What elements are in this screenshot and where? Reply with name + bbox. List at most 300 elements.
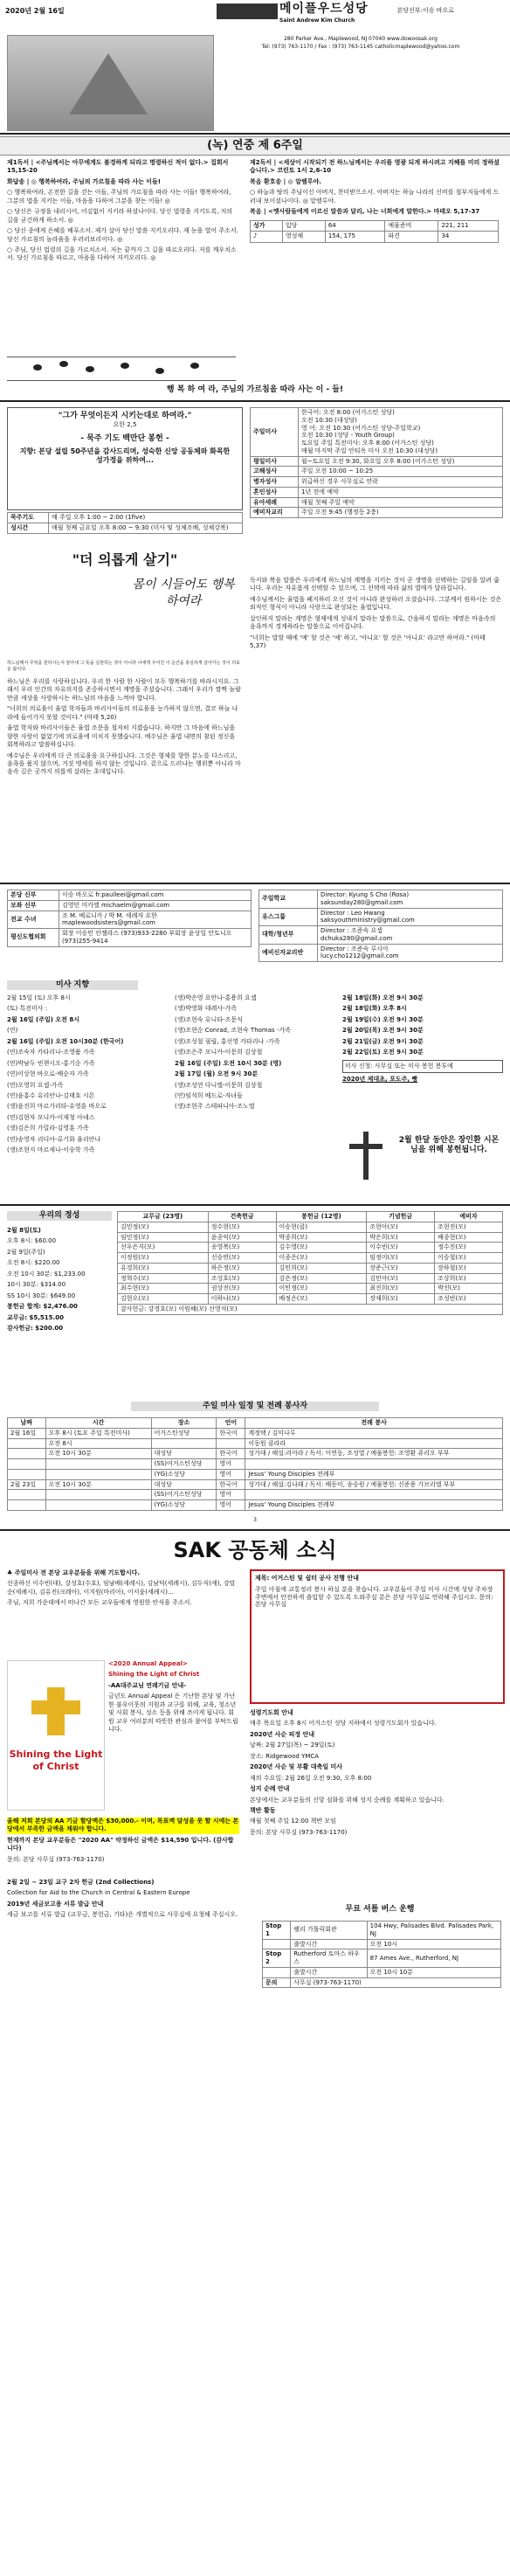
- article-paragraph: 하느님은 우리를 사랑하십니다. 우리 한 사람 한 사람이 모두 행복하기를 바라시지요. 그래서 우리 인간의 자유의지를 존중하시면서 계명을 주셨습니다. 그래서 우리가 깜짝 놀랄 만큼 세상을 사랑하시는 하느님의 마음을 느껴야 합니다.: [7, 678, 241, 702]
- news-right: [250, 1709, 501, 1839]
- donor-header: 예비자: [435, 1212, 503, 1222]
- intention: (연)이상현 바오로-배순자 가족: [7, 1070, 89, 1078]
- appeal-sub2: -AA대주교님 연례기금 안내-: [108, 1681, 187, 1689]
- donor-cell: 박진(모): [435, 1284, 503, 1294]
- mass-value: 주일 오전 10:00 ~ 10:25: [299, 467, 503, 477]
- donor-cell: 배종현(모): [435, 1232, 503, 1243]
- hymn-cell: 34: [438, 232, 499, 242]
- staff-name: 김영민 미카엘: [62, 901, 100, 909]
- psalm-line: ○ 당신은 규정을 내리시어, 어김없이 지키라 하셨나이다. 당신 법령을 지키도록, 저의 길을 굳건하게 하소서. ◎: [7, 208, 233, 224]
- verse: "그가 무엇이든지 시키는대로 하여라.": [58, 412, 192, 420]
- reflection-paragraph: 살인하지 말라는 계명은 형제에게 성내지 말라는 말씀으로, 간음하지 말라는 계명은 마음속의 음욕까지 경계하라는 말씀으로 이어집니다.: [250, 614, 496, 631]
- schedule-cell: (YG)소성당: [151, 1469, 217, 1479]
- bus-stop: 문의: [263, 1977, 291, 1988]
- rosary-value: 매 주일 오후 1:00 ~ 2:00 (1five): [49, 513, 243, 523]
- gospel-title: 복음 | <옛사람들에게 이르신 말씀과 달리, 나는 너희에게 말한다.> 마태오 5,17-37: [250, 208, 480, 216]
- alert-title: 제목: 어거스틴 및 쉼터 공사 진행 안내: [255, 1575, 359, 1582]
- schedule-cell: [245, 1490, 503, 1500]
- finance-line: 10시 30분: $314.00: [7, 1281, 66, 1289]
- donor-cell: 조현아(모): [367, 1222, 435, 1232]
- mass-label: 유아세례: [251, 497, 299, 508]
- bus-stop: Stop 2: [263, 1949, 291, 1968]
- hymn-cell: 예물준비: [385, 220, 438, 231]
- donor-cell: 이종은(모): [276, 1253, 367, 1264]
- sunday-title: (녹) 연중 제 6주일: [0, 136, 510, 156]
- intention: (생)조현숙 유니타-조문식: [175, 1015, 243, 1023]
- psalm-line: ○ 주님, 당신 법령의 길을 가르치소서. 저는 끝까지 그 길을 따르오리다. 저를 깨우치소서. 당신 가르침을 따르고, 마음을 다하여 지키오리다. ◎: [7, 246, 237, 262]
- schedule-cell: [8, 1438, 46, 1449]
- donor-cell: 김민희(모): [276, 1263, 367, 1273]
- hymn-cell: 입당: [282, 220, 325, 231]
- bus-place: 출발시간: [291, 1967, 367, 1977]
- schedule-title: 주일 미사 일정 및 전례 봉사자: [131, 1402, 379, 1411]
- article-paragraph: "너희의 의로움이 율법 학자들과 바리사이들의 의로움을 능가하지 않으면, 결코 하늘 나라에 들어가지 못할 것이다." (마태 5,20): [7, 705, 238, 721]
- bus-address: 104 Hwy, Palisades Blvd. Palisades Park, NJ: [367, 1922, 500, 1940]
- mass-label: 평일미사: [251, 456, 299, 467]
- donor-cell: 박종희(모): [276, 1232, 367, 1243]
- schedule-cell: 2월 23일: [8, 1479, 46, 1490]
- schedule-cell: (SS)어거스틴성당: [151, 1490, 217, 1500]
- article-paragraph: 율법 학자와 바리사이들은 율법 조문을 철저히 지켰습니다. 하지만 그 마음에 하느님을 향한 사랑이 없었기에 의로움에 미치지 못했습니다. 예수님은 율법 내면의 참된 정신을 회복하라고 말씀하십니다.: [7, 724, 236, 749]
- finance-line: 교무금: $5,515.00: [7, 1313, 64, 1321]
- schedule-header: 날짜: [8, 1418, 46, 1429]
- news-intro: ♣ 주일미사 전 본당 교우분들을 위해 기도합시다.: [7, 1569, 141, 1576]
- article-body: [7, 678, 243, 779]
- appeal-title: <2020 Annual Appeal>: [108, 1660, 188, 1667]
- donor-cell: 김은정(모): [276, 1273, 367, 1284]
- donor-cell: 정혁수(모): [118, 1273, 209, 1284]
- intention: 2월 18일(화) 오후 8시: [342, 1005, 407, 1013]
- alert-text: 주일 아침에 교통정리 봉사 하실 분을 찾습니다. 교우분들이 주일 미사 시간에 성당 주차장 주변에서 안전하게 출입할 수 있도록 도와주실 분은 본당 사무실로 연락해 주십시오. 문의: 본당 사무실: [255, 1585, 493, 1609]
- bread-box: [342, 1127, 503, 1188]
- appeal-block: [108, 1660, 239, 1737]
- staff-info: [59, 890, 252, 901]
- staff-email[interactable]: maplewoodsisters@gmail.com: [62, 919, 155, 927]
- schedule-cell: [8, 1500, 46, 1511]
- donor-cell: 배정은(모): [276, 1294, 367, 1305]
- schedule-cell: 영어: [217, 1490, 245, 1500]
- shine-light-graphic: [7, 1660, 105, 1811]
- psalm-line: ○ 행복하여라, 온전한 길을 걷는 이들, 주님의 가르침을 따라 사는 이들! 행복하여라, 그분의 법을 지키는 이들, 마음을 다하여 그분을 찾는 이들! ◎: [7, 189, 231, 204]
- intention: (생)김은희 가밀라-김영훈 가족: [7, 1125, 89, 1132]
- bus-stop: [263, 1967, 291, 1977]
- alert-box: [250, 1569, 505, 1704]
- schedule-header: 장소: [151, 1418, 217, 1429]
- holy-hour-label: 성시간: [8, 523, 49, 533]
- intention: 2월 16일 (주일) 오전 10시 30분 (영): [175, 1059, 282, 1067]
- schedule-cell: 한국어: [217, 1449, 245, 1459]
- mass-label: 예비자교리: [251, 508, 299, 518]
- news-left: [7, 1569, 236, 1610]
- mass-value: 위급하신 경우 사무실로 연락: [299, 477, 503, 488]
- news-title: SAK 공동체 소식: [173, 1538, 337, 1562]
- intention: (생)윤진희 마르가리타-유영훈 바오로: [7, 1103, 107, 1111]
- bus-contact: 사무실 (973-763-1170): [291, 1977, 501, 1988]
- donor-cell: 하은정(모): [208, 1263, 276, 1273]
- alleluia-title: 복음 환호송 | ◎ 알렐루야.: [250, 177, 321, 185]
- schedule-cell: (SS)어거스틴성당: [151, 1459, 217, 1470]
- schedule-cell: [45, 1469, 151, 1479]
- staff-role: 보좌 신부: [8, 900, 59, 911]
- schedule-cell: [8, 1449, 46, 1459]
- reflection-paragraph: "너희는 말할 때에 '예' 할 것은 '예' 하고, '아니요' 할 것은 '아니요' 라고만 하여라." (마태 5,37): [250, 634, 486, 650]
- calligraphy: 몸이 시들어도 행복하여라: [132, 578, 235, 608]
- intention: (생)조성철 필립, 홍선영 카타리나 -가족: [175, 1037, 280, 1045]
- schedule-cell: 성가대 / 해설:리아라 / 독서: 이연동, 조성열 / 예물봉헌: 조영환 쥬리오 부부: [245, 1449, 503, 1459]
- finance-lines: [7, 1227, 112, 1335]
- hymn-cell: 파견: [385, 232, 438, 242]
- donor-cell: 이민정(모): [276, 1284, 367, 1294]
- donor-cell: 장준근(모): [367, 1263, 435, 1273]
- church-photo: [7, 35, 214, 131]
- donor-cell: 조성호(모): [208, 1273, 276, 1284]
- mass-label: 주일미사: [251, 408, 299, 457]
- news-item: 장소: Ridgewood YMCA: [250, 1752, 320, 1760]
- donor-cell: 이승현(클): [276, 1222, 367, 1232]
- donor-cell: 김민아(모): [367, 1273, 435, 1284]
- mass-value: 한국어: 오전 8:00 (어가스틴 성당) 오전 10:30 (대성당) 영 어: 오전 10:30 (어가스틴 성당-주일학교) 오전 10:30 (성당 - Youth Group) 토요일 주일 특전미사: 오후 8:00 (어가스틴 성당) 매월 마지막 주일 안티옥 미사 오전 10:30 (대성당): [299, 408, 503, 457]
- readings-right: [250, 159, 503, 243]
- schedule-cell: [45, 1490, 151, 1500]
- donor-cell: 조현진(모): [435, 1222, 503, 1232]
- mass-value: 1년 전에 예약: [299, 487, 503, 497]
- staff-name: Director : Leo Hwang: [320, 909, 385, 917]
- donor-cell: 최수현(모): [118, 1284, 209, 1294]
- contact: Tel: (973) 763-1170 / Fax : (973) 763-1145 catholicmaplewood@yahoo.com: [261, 44, 460, 50]
- intention: 2월 15일 (토) 오후 8시: [7, 994, 71, 1001]
- donor-cell: 장하철(모): [435, 1263, 503, 1273]
- holy-hour-value: 매월 첫째 금요일 오후 8:00 ~ 9:30 (미사 및 성체조배, 성체강복): [49, 523, 243, 533]
- header: [0, 0, 510, 31]
- intention: (연)오영희 요셉-가족: [7, 1081, 64, 1089]
- donor-cell: 정수진(모): [435, 1243, 503, 1253]
- reading2-title: 제2독서 | <세상이 시작되기 전 하느님께서는 우리를 영광 되게 하시려고 지혜를 미리 정하셨습니다.> 코린토 1서 2,6-10: [250, 159, 500, 175]
- staff-name: Director : 조준숙 요셉: [320, 927, 382, 934]
- intention: 2월 21일(금) 오전 9시 30분: [342, 1037, 424, 1045]
- donor-cell: 조상희(모): [435, 1273, 503, 1284]
- donor-cell: 장재희(모): [367, 1294, 435, 1305]
- second-sub-text: 세금 보고를 서류 발급 (교무금, 봉헌금, 기타)은 개별적으로 사무실에 요청해 주십시오.: [7, 1911, 238, 1919]
- finance-line: SS 10시 30분: $649.00: [7, 1291, 76, 1299]
- intention: 2월 17일 (월) 오전 9시 30분: [175, 1070, 258, 1078]
- appeal-goal: 올해 저희 본당의 AA 기금 할당액은 $30,000.- 이며, 목표액 달성을 못 할 시에는 본당에서 부족한 금액을 채워야 합니다.: [7, 1818, 239, 1833]
- appeal-contact: 문의: 본당 사무실 (973-763-1170): [7, 1855, 105, 1863]
- schedule-cell: 오전 10시 30분: [45, 1449, 151, 1459]
- news-item: 매월 첫째 주일 12:00 책반 모임: [250, 1818, 336, 1825]
- prayer-title: - 묵주 기도 백만단 봉헌 -: [80, 434, 169, 443]
- hymn-label: 성가: [251, 220, 283, 231]
- pastor-name: 본당신부:이승 바오로: [396, 7, 454, 14]
- second-sub: 2019년 세금보고용 서류 발급 안내: [7, 1900, 104, 1908]
- schedule-header: 언어: [217, 1418, 245, 1429]
- schedule-header: 전례 봉사: [245, 1418, 503, 1429]
- donor-header: 기념헌금: [367, 1212, 435, 1222]
- finance-line: 오전 10시 30분: $1,233.00: [7, 1270, 86, 1278]
- prayer-text: 지향: 본당 설립 50주년을 감사드리며, 성숙한 신앙 공동체와 화목한 성가정을 위하여...: [19, 447, 231, 465]
- schedule-cell: 영어: [217, 1459, 245, 1470]
- intention: (연)김현자 모니카-이재청 아녜스: [7, 1113, 95, 1121]
- staff-email[interactable]: fr.paulleei@gmail.com: [95, 891, 164, 898]
- hymn-cell: 154, 175: [325, 232, 385, 242]
- intention: (연)조숙자 카타리나-조영품 가족: [7, 1049, 95, 1056]
- prayer-box: [7, 407, 243, 510]
- psalm-line: ○ 당신 종에게 은혜를 베푸소서. 제가 살아 당신 말씀 지키오리다. 제 눈을 열어 주소서. 당신 가르침의 놀라움을 우러러보리이다. ◎: [7, 227, 238, 243]
- second-collection: [7, 1879, 239, 1922]
- schedule-cell: 2월 16일: [8, 1428, 46, 1438]
- news-item: 본당에서는 교우분들의 신앙 심화를 위해 성지 순례를 계획하고 있습니다.: [250, 1796, 445, 1804]
- appeal-footer: [7, 1818, 239, 1866]
- donor-cell: 이하나(모): [208, 1294, 276, 1305]
- intentions-title: 미사 지향: [7, 980, 138, 990]
- donor-cell: 이수빈(모): [367, 1243, 435, 1253]
- music-lyric: 행 복 하 여 라, 주님의 가르침을 따라 사는 이 - 들!: [166, 385, 344, 394]
- church-name: 메이플우드성당: [279, 2, 369, 16]
- music-staff: [7, 357, 236, 381]
- news-item-title: 2020년 사순 피정 안내: [250, 1730, 315, 1738]
- staff-name: Director: Kyung S Cho (Rosa): [320, 891, 410, 898]
- appeal-now: 현재까지 본당 교우분들은 "2020 AA" 약정하신 금액은 $14,590 입니다. (감사합니다): [7, 1836, 234, 1852]
- donor-cell: 김수영(모): [276, 1243, 367, 1253]
- staff-name: 조 M. 베로니카 / 박 M. 세례자 요한: [62, 911, 157, 919]
- mass-label: 병자성사: [251, 477, 299, 488]
- staff-info: [318, 908, 503, 926]
- reflection-paragraph: 예수님께서는 율법을 폐지하러 오신 것이 아니라 완성하러 오셨습니다. 그분께서 원하시는 것은 외적인 형식이 아니라 사랑으로 완성되는 율법입니다.: [250, 595, 502, 612]
- appeal-text: 금년도 Annual Appeal 은 기난한 본당 및 가난한 불우이웃의 지원과 교구를 위해, 교육, 청소년 및 사회 봉사, 성소 등을 위해 쓰이게 됩니다. 회원 교우 여러분의 따뜻한 관심과 참여를 부탁드립니다.: [108, 1693, 238, 1734]
- donor-cell: 송영복(모): [208, 1243, 276, 1253]
- schedule-cell: 오후 8시 (토요 주일 특전미사): [45, 1428, 151, 1438]
- staff-info: [318, 890, 503, 909]
- mass-value: 매월 첫째 주일 예약: [299, 497, 503, 508]
- article-paragraph: 예수님은 우리에게 더 큰 의로움을 요구하십니다. 그것은 형제를 향한 분노를 다스리고, 음욕을 품지 않으며, 거짓 맹세를 하지 않는 것입니다. 겉으로 드러나는 행위뿐 아니라 마음속 깊은 곳까지 의롭게 살라는 초대입니다.: [7, 751, 241, 776]
- staff-role: 본당 신부: [8, 890, 59, 901]
- schedule-cell: 영어: [217, 1500, 245, 1511]
- intention: (연)박남두 빈첸시오-홍기순 가족: [7, 1059, 95, 1067]
- intention: (연)임석희 베드로-자녀들: [175, 1091, 243, 1099]
- donor-cell: 선우은지(모): [118, 1243, 209, 1253]
- staff-role: 대학/청년부: [259, 926, 318, 945]
- donor-cell: 조성빈(모): [435, 1294, 503, 1305]
- donor-cell: 임민정(모): [118, 1232, 209, 1243]
- donor-cell: 김현오(모): [118, 1294, 209, 1305]
- news-item: 문의: 본당 사무실 (973-763-1170): [250, 1828, 348, 1836]
- church-logo-icon: [217, 3, 278, 19]
- donor-cell: 신승연(모): [208, 1253, 276, 1264]
- donor-table: [117, 1211, 503, 1315]
- hymn-cell: 221, 211: [438, 220, 499, 231]
- schedule-cell: [217, 1438, 245, 1449]
- address: 280 Parker Ave., Maplewood, NJ 07040 www.dowoosak.org: [284, 36, 438, 42]
- finance-date: 2월 8일(토): [7, 1227, 41, 1234]
- staff-name: Director : 조준숙 루시아: [320, 945, 389, 952]
- donor-cell: 김민정(모): [118, 1222, 209, 1232]
- finance-line: 오후 8시: $60.00: [7, 1237, 57, 1245]
- hymn-table: [250, 220, 499, 243]
- news-text: 선종하신 이수빈(대), 강성호(수호), 임남배(세례시), 김남덕(세례시), 김두식(세), 강말순(세례시), 김유진(크레아), 이지원(마리아), 이서윤(세례시)...: [7, 1580, 236, 1596]
- bread-text: 2월 한달 동안은 장인환 시몬님을 위해 봉헌됩니다.: [398, 1136, 500, 1155]
- mass-times-table: [250, 407, 503, 518]
- staff-name: 이승 바오로: [62, 891, 94, 898]
- page-number: 3: [253, 1517, 257, 1523]
- reading1-title: 제1독서 | <주님께서는 아무에게도 불경하게 되라고 명령하신 적이 없다.> 집회서 15,15-20: [7, 159, 229, 175]
- news-header: [7, 1536, 503, 1564]
- schedule-cell: 한국어: [217, 1428, 245, 1438]
- intentions-col3: [342, 994, 503, 1087]
- readings-left: [7, 159, 238, 266]
- bus-title: 무료 셔틀 버스 운행: [262, 1905, 498, 1915]
- bus-table: [262, 1921, 501, 1988]
- staff-left: [7, 890, 252, 947]
- intention: 2월 16일 (주일) 오전 10시30분 (한국어): [7, 1037, 124, 1045]
- news-item-title: 성령기도회 안내: [250, 1709, 293, 1716]
- staff-role: 유스그룹: [259, 908, 318, 926]
- staff-info: 회장 이승민 안젤라스 (973)933-2280 부회장 윤상일 안토니오 (973)255-9414: [59, 929, 252, 947]
- schedule-cell: 계정택 / 김미나루: [245, 1428, 503, 1438]
- verse-ref: 요한 2,5: [113, 421, 137, 429]
- intention: (생)조성연 다니엘-이문희 김상철: [175, 1081, 263, 1089]
- staff-role: 전교 수녀: [8, 911, 59, 929]
- schedule-cell: [45, 1459, 151, 1470]
- donor-header: 봉헌금 (12명): [276, 1212, 367, 1222]
- schedule-cell: 한국어: [217, 1479, 245, 1490]
- staff-info: [318, 926, 503, 945]
- schedule-cell: 성가대 / 해설:김나래 / 독서: 배동미, 송승원 / 예물봉헌: 신준용 가브리엘 부부: [245, 1479, 503, 1490]
- second-text: Collection for Aid to the Church in Central & Eastern Europe: [7, 1889, 190, 1897]
- intention: 2월 20일(목) 오전 9시 30분: [342, 1027, 424, 1035]
- bus-place: 출발시간: [291, 1939, 367, 1949]
- schedule-cell: [8, 1459, 46, 1470]
- staff-role: 주일학교: [259, 890, 318, 909]
- hymn-cell: 영성체: [282, 232, 325, 242]
- news-item-title: 책반 활동: [250, 1806, 276, 1814]
- staff-email[interactable]: michaelm@gmail.com: [101, 901, 170, 909]
- appeal-sub: Shining the Light of Christ: [108, 1671, 200, 1679]
- schedule-cell: [151, 1438, 217, 1449]
- donor-cell: 이정원(모): [118, 1253, 209, 1264]
- finance-line: 2월 9일(주일): [7, 1248, 45, 1256]
- schedule-cell: [245, 1459, 503, 1470]
- donor-header: 교무금 (23명): [118, 1212, 209, 1222]
- donor-header: 건축헌금: [208, 1212, 276, 1222]
- schedule-cell: Jesus' Young Disciples 전례부: [245, 1500, 503, 1511]
- header-date: 2020년 2월 16일: [5, 7, 65, 15]
- finance-line: 감사헌금: $200.00: [7, 1324, 64, 1332]
- donor-cell: 유경희(모): [118, 1263, 209, 1273]
- intention: (토) 특전미사 :: [7, 1005, 48, 1013]
- schedule-cell: 이동원 클라라: [245, 1438, 503, 1449]
- staff-email[interactable]: saksunday280@gmail.com: [320, 898, 403, 906]
- intentions-col1: [7, 994, 169, 1158]
- schedule-cell: (YG)소성당: [151, 1500, 217, 1511]
- reflection: [250, 577, 503, 654]
- reflection-paragraph: 독서와 복음 말씀은 우리에게 하느님의 계명을 지키는 것이 곧 생명을 선택하는 길임을 알려 줍니다. 우리는 자유롭게 선택할 수 있으며, 그 선택에 따라 삶의 열매가 달라집니다.: [250, 577, 500, 592]
- cross-icon: [342, 1132, 390, 1180]
- staff-email[interactable]: saksyouthministry@gmail.com: [320, 917, 415, 924]
- intention: (생)조현주 스테파니아-조노엘: [175, 1103, 255, 1111]
- bus-place: 팰리 가톨릭회관: [291, 1922, 367, 1940]
- intention: (연): [7, 1027, 18, 1035]
- rosary-label: 묵주기도: [8, 513, 49, 523]
- mass-label: 고해성사: [251, 467, 299, 477]
- bus-time: 오전 10시 10분: [367, 1967, 500, 1977]
- news-item: 날짜: 2월 27일(목) ~ 29일(토): [250, 1742, 335, 1749]
- bus-stop: [263, 1939, 291, 1949]
- intention: (생)조은주 모니카-이문희 김상철: [175, 1049, 263, 1056]
- intention: (생)박영화 데레사-가족: [175, 1005, 238, 1013]
- intention: (생)조현순 Conrad, 조현숙 Thomas -가족: [175, 1027, 291, 1035]
- schedule-cell: 어거스틴성당: [151, 1428, 217, 1438]
- offering-title: 2020년 제대초, 포도주, 빵: [342, 1076, 418, 1084]
- news-text: 주님, 저희 가운데에서 떠나간 모든 교우들에게 영원한 안식을 주소서.: [7, 1599, 192, 1607]
- caption: 하느님께서 무엇을 원하시는지 알아내 그 뜻을 실천하는 것이 아니라 나에게 주어진 이 순간을 충실하게 살아가는 것이 의로운 삶이다.: [7, 661, 240, 672]
- alleluia-text: ○ 하늘과 땅의 주님이신 아버지, 찬미받으소서. 아버지는 하늘 나라의 신비를 철부지들에게 드러내 보이셨나이다. ◎ 알렐루야.: [250, 189, 500, 204]
- staff-email[interactable]: lucy.cho1212@gmail.com: [320, 952, 399, 960]
- donor-cell: 임정미(모): [367, 1253, 435, 1264]
- intention: (생)박은영 요안나-홍용희 요셉: [175, 994, 257, 1001]
- second-title: 2월 2일 ~ 23일 교구 2차 헌금 (2nd Collections): [7, 1879, 155, 1886]
- staff-role: 평신도협의회: [8, 929, 59, 947]
- donor-cell: 박은희(모): [367, 1232, 435, 1243]
- music-note-icon: ♪: [251, 232, 283, 242]
- psalm-title: 화답송 | ◎ 행복하여라, 주님의 가르침을 따라 사는 이들!: [7, 177, 162, 185]
- schedule-cell: 대성당: [151, 1479, 217, 1490]
- finance-title: 우리의 정성: [7, 1211, 112, 1221]
- schedule-cell: 대성당: [151, 1449, 217, 1459]
- mass-label: 혼인성사: [251, 487, 299, 497]
- intention: 2월 22일(토) 오전 9시 30분: [342, 1049, 424, 1056]
- intention: (연)송영자 리디아-류기화 율리안나: [7, 1135, 101, 1143]
- bus-address: 87 Ames Ave., Rutherford, NJ: [367, 1949, 500, 1968]
- bus-place: Rutherford 토마스 하우스: [291, 1949, 367, 1968]
- appeal-graphic-title: Shining the Light of Christ: [9, 1748, 103, 1772]
- intention: 2월 18일(화) 오전 9시 30분: [342, 994, 424, 1001]
- schedule-cell: Jesus' Young Disciples 전례부: [245, 1469, 503, 1479]
- schedule-cell: [8, 1469, 46, 1479]
- donor-cell: 이승철(모): [435, 1253, 503, 1264]
- schedule-header: 시간: [45, 1418, 151, 1429]
- mass-value: 주일 오전 9:45 (행정동 2층): [299, 508, 503, 518]
- donor-cell: 정수현(모): [208, 1222, 276, 1232]
- staff-info: [59, 911, 252, 929]
- staff-info: [318, 944, 503, 962]
- donor-cell: 최진희(모): [367, 1284, 435, 1294]
- finance-line: 오전 8시: $220.00: [7, 1259, 60, 1267]
- staff-right: [258, 890, 503, 962]
- staff-role: 예비신자교리반: [259, 944, 318, 962]
- schedule-cell: [45, 1500, 151, 1511]
- intention: (생)조현지 마르세나-이승학 가족: [7, 1146, 95, 1154]
- donor-cell: 권상진(모): [208, 1284, 276, 1294]
- schedule-cell: 영어: [217, 1469, 245, 1479]
- bus-stop: Stop 1: [263, 1922, 291, 1940]
- intention-note: 미사 신청: 사무실 또는 미사 봉헌 봉투에: [342, 1060, 503, 1073]
- church-building-icon: [69, 53, 148, 114]
- hymn-cell: 64: [325, 220, 385, 231]
- news-item: 매주 목요일 오후 8시 어거스틴 성당 지하에서 성령기도회가 있습니다.: [250, 1720, 437, 1728]
- church-sub: Saint Andrew Kim Church: [279, 17, 355, 24]
- gratitude-line: 감사헌금: 강경호(모) 이원혜(모) 신영석(모): [118, 1304, 503, 1314]
- headline: "더 의롭게 살기": [72, 551, 178, 568]
- staff-info: [59, 900, 252, 911]
- staff-email[interactable]: dchuka280@gmail.com: [320, 934, 393, 942]
- news-item: 재의 수요일: 2월 26일 오전 9:30, 오후 8:00: [250, 1774, 372, 1782]
- intention: (연)윤홍수 유리안나-김태호 시몬: [7, 1091, 95, 1099]
- schedule-table: [7, 1417, 503, 1511]
- donor-cell: 윤종익(모): [208, 1232, 276, 1243]
- address-block: [217, 35, 505, 51]
- rosary-table: [7, 512, 243, 534]
- intention: 2월 19일(수) 오전 9시 30분: [342, 1015, 424, 1023]
- mass-value: 월~토요일 오전 9:30, 화요일 오후 8:00 (어가스틴 성당): [299, 456, 503, 467]
